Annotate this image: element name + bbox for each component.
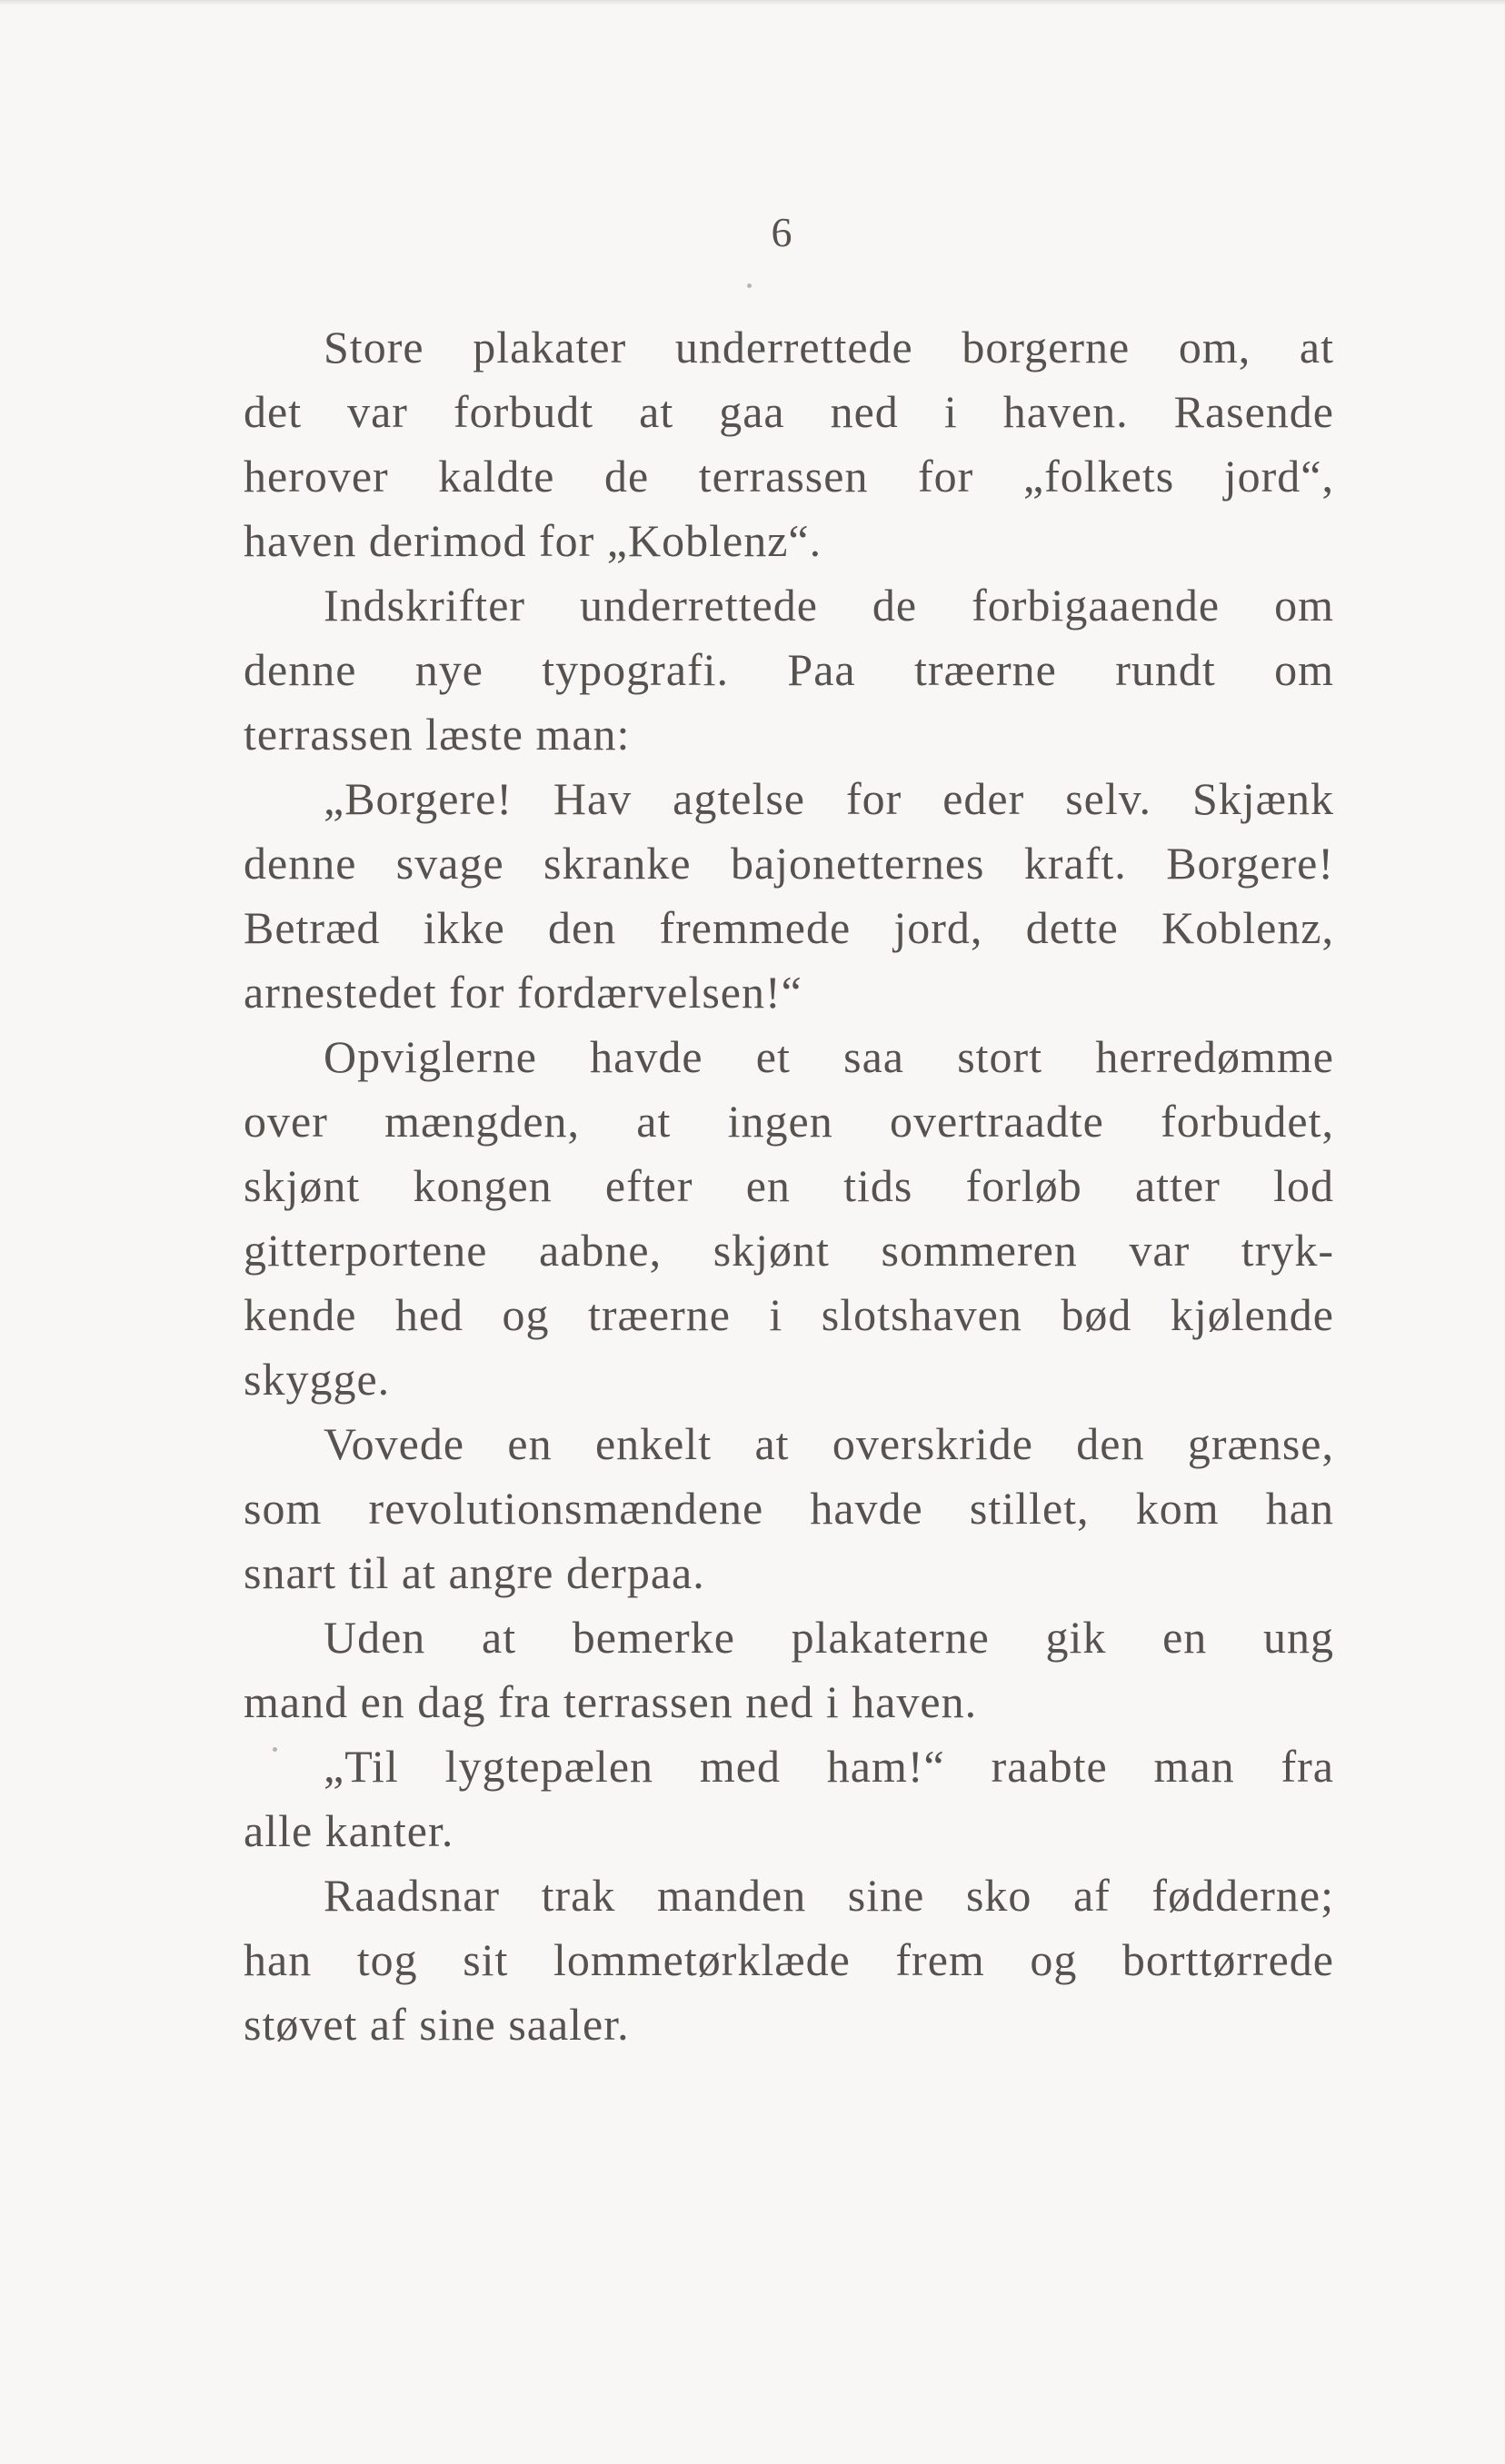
paragraph (244, 1734, 1334, 1863)
text-line: gitterportene aabne, skjønt sommeren var tryk- (244, 1225, 1334, 1276)
body-text (244, 315, 1334, 2057)
paper-speck (273, 1747, 277, 1752)
text-line: Raadsnar trak manden sine sko af fødderne; (324, 1870, 1334, 1921)
text-line: herover kaldte de terrassen for „folkets jord“, (244, 451, 1334, 502)
text-line: Vovede en enkelt at overskride den grænse, (324, 1418, 1334, 1469)
text-line: Opviglerne havde et saa stort herredømme (324, 1031, 1334, 1082)
page-top-edge (0, 0, 1505, 5)
text-line: terrassen læste man: (244, 709, 631, 760)
text-line: han tog sit lommetørklæde frem og borttørrede (244, 1934, 1334, 1985)
text-line: Betræd ikke den fremmede jord, dette Koblenz, (244, 902, 1334, 953)
text-line: støvet af sine saaler. (244, 1999, 630, 2050)
paragraph (244, 573, 1334, 767)
text-line: som revolutionsmændene havde stillet, kom han (244, 1483, 1334, 1534)
paragraph (244, 1412, 1334, 1605)
text-line: Indskrifter underrettede de forbigaaende om (324, 580, 1334, 631)
paragraph (244, 315, 1334, 573)
text-line: „Til lygtepælen med ham!“ raabte man fra (324, 1741, 1334, 1792)
text-line: kende hed og træerne i slotshaven bød kjølende (244, 1289, 1334, 1340)
page-number: 6 (771, 209, 792, 255)
paragraph (244, 767, 1334, 1025)
text-line: over mængden, at ingen overtraadte forbudet, (244, 1096, 1334, 1147)
text-line: snart til at angre derpaa. (244, 1547, 705, 1598)
text-line: Store plakater underrettede borgerne om, at (324, 322, 1334, 373)
text-line: denne svage skranke bajonetternes kraft. Borgere! (244, 838, 1334, 889)
text-line: haven derimod for „Koblenz“. (244, 515, 822, 566)
text-line: „Borgere! Hav agtelse for eder selv. Skjænk (324, 773, 1334, 824)
paragraph (244, 1025, 1334, 1412)
paragraph (244, 1863, 1334, 2057)
text-line: skjønt kongen efter en tids forløb atter lod (244, 1160, 1334, 1211)
text-line: Uden at bemerke plakaterne gik en ung (324, 1612, 1334, 1663)
text-line: alle kanter. (244, 1805, 454, 1856)
text-line: mand en dag fra terrassen ned i haven. (244, 1676, 978, 1727)
text-line: denne nye typografi. Paa træerne rundt om (244, 644, 1334, 695)
text-line: det var forbudt at gaa ned i haven. Rasende (244, 386, 1334, 437)
paper-speck (747, 283, 752, 288)
text-line: arnestedet for fordærvelsen!“ (244, 967, 802, 1018)
paragraph (244, 1605, 1334, 1734)
text-line: skygge. (244, 1354, 391, 1405)
